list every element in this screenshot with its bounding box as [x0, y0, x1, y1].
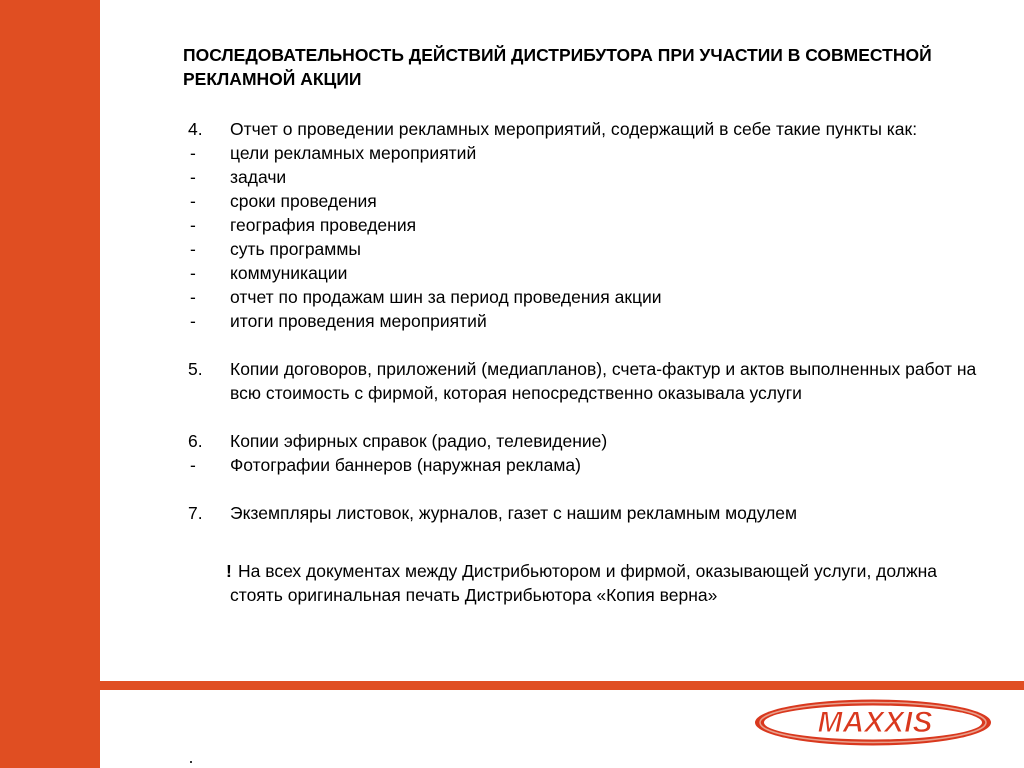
- spacer: [188, 405, 978, 429]
- item-number: 7.: [188, 503, 203, 523]
- dash-marker: -: [190, 167, 196, 187]
- item-number: 5.: [188, 359, 203, 379]
- list-item-7: [188, 501, 978, 525]
- dash-marker: -: [190, 143, 196, 163]
- spacer: [188, 525, 978, 559]
- item-number: 4.: [188, 119, 203, 139]
- note-paragraph: [188, 559, 978, 607]
- page-title: ПОСЛЕДОВАТЕЛЬНОСТЬ ДЕЙСТВИЙ ДИСТРИБУТОРА ПРИ УЧАСТИИ В СОВМЕСТНОЙ РЕКЛАМНОЙ АКЦИИ: [183, 45, 932, 89]
- dash-marker: -: [190, 455, 196, 475]
- dash-marker: -: [190, 263, 196, 283]
- registered-mark: ®: [958, 711, 965, 721]
- sub-item: [188, 453, 978, 477]
- sub-item: [188, 165, 978, 189]
- left-accent-bar: [0, 0, 100, 768]
- sub-item: [188, 237, 978, 261]
- sub-item-text: Фотографии баннеров (наружная реклама): [230, 455, 581, 475]
- footer-divider: [100, 681, 1024, 690]
- sub-item: [188, 141, 978, 165]
- item-number: 6.: [188, 431, 203, 451]
- spacer: [188, 333, 978, 357]
- item-text: Отчет о проведении рекламных мероприятий, содержащий в себе такие пункты как:: [230, 119, 918, 139]
- list-item-6: [188, 429, 978, 453]
- dash-marker: -: [190, 215, 196, 235]
- dash-marker: -: [190, 191, 196, 211]
- spacer: [188, 477, 978, 501]
- sub-item-text: сроки проведения: [230, 191, 377, 211]
- item-text: Экземпляры листовок, журналов, газет с нашим рекламным модулем: [230, 503, 798, 523]
- list-item-4: [188, 117, 978, 141]
- dash-marker: -: [190, 287, 196, 307]
- sub-item-text: суть программы: [230, 239, 361, 259]
- dash-marker: -: [190, 311, 196, 331]
- logo-text: MAXXIS: [817, 706, 933, 739]
- sub-item-text: итоги проведения мероприятий: [230, 311, 487, 331]
- dash-marker: -: [190, 239, 196, 259]
- item-text: Копии договоров, приложений (медиапланов), счета-фактур и актов выполненных работ на всю стоимость с фирмой, которая непосредственно оказывала услуги: [230, 359, 977, 403]
- sub-item-text: география проведения: [230, 215, 417, 235]
- sub-item-text: задачи: [230, 167, 287, 187]
- content-list: [188, 117, 978, 607]
- exclamation-icon: !: [226, 561, 232, 581]
- sub-item: [188, 189, 978, 213]
- sub-item-text: цели рекламных мероприятий: [230, 143, 477, 163]
- dot-artifact: [190, 761, 192, 763]
- note-text: На всех документах между Дистрибьютором и фирмой, оказывающей услуги, должна стоять оригинальная печать Дистрибьютора «Копия верна»: [230, 561, 938, 605]
- sub-item-text: коммуникации: [230, 263, 348, 283]
- sub-item: [188, 213, 978, 237]
- sub-item: [188, 261, 978, 285]
- sub-item-text: отчет по продажам шин за период проведения акции: [230, 287, 662, 307]
- sub-item: [188, 285, 978, 309]
- item-text: Копии эфирных справок (радио, телевидение): [230, 431, 608, 451]
- sub-item: [188, 309, 978, 333]
- maxxis-logo: [753, 697, 998, 748]
- list-item-5: [188, 357, 978, 405]
